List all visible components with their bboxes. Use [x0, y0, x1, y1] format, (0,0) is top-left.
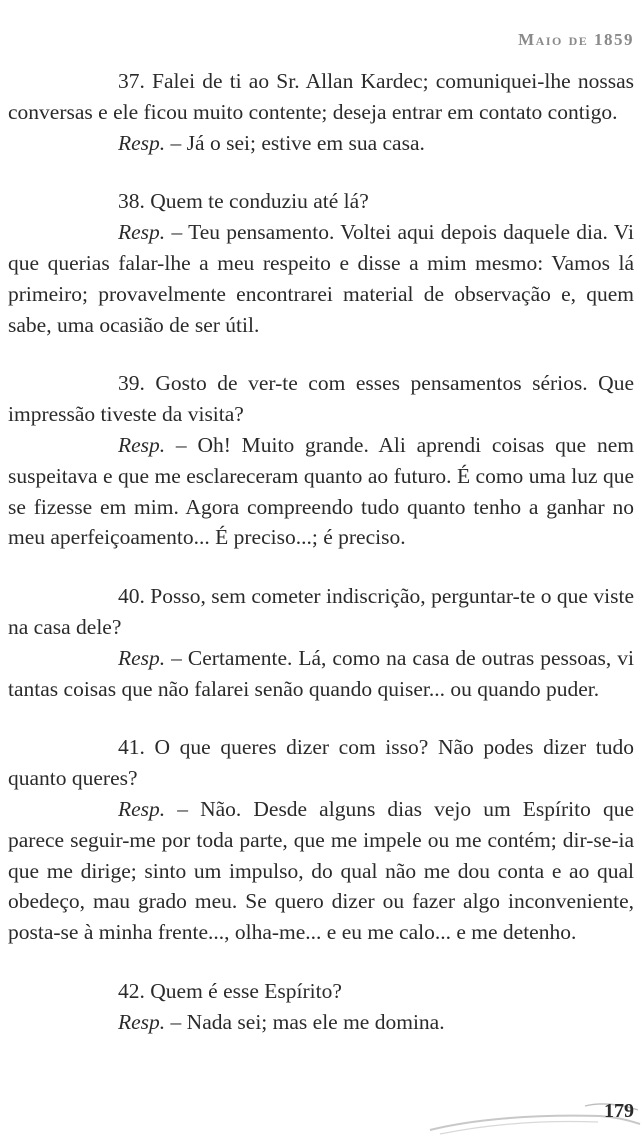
question-text: 40. Posso, sem cometer indiscrição, perguntar-te o que viste na casa dele? — [8, 584, 634, 639]
qa-entry-37 — [8, 66, 634, 158]
answer-text: – Nada sei; mas ele me domina. — [165, 1009, 445, 1034]
qa-entry-42 — [8, 976, 634, 1038]
resp-label: Resp. — [118, 1009, 166, 1034]
answer-text: – Oh! Muito grande. Ali aprendi coisas que nem suspeitava e que me esclareceram quanto ao futuro. É como uma luz que se fizesse em mim. Agora compreendo tudo quanto tenho a ganhar no meu aperfeiçoamento... É preciso...; é preciso. — [8, 432, 634, 550]
answer-paragraph — [8, 128, 634, 159]
answer-paragraph — [8, 643, 634, 705]
resp-label: Resp. — [118, 220, 166, 245]
page-footer — [0, 1094, 642, 1137]
question-text: 37. Falei de ti ao Sr. Allan Kardec; comuniquei-lhe nossas conversas e ele ficou muito contente; deseja entrar em contato contigo. — [8, 69, 634, 124]
question-text: 38. Quem te conduziu até lá? — [118, 189, 369, 214]
decorative-swoosh-icon — [0, 1094, 642, 1137]
qa-entry-38 — [8, 186, 634, 340]
answer-paragraph — [8, 217, 634, 340]
resp-label: Resp. — [118, 796, 166, 821]
running-header: Maio de 1859 — [518, 30, 634, 49]
answer-text: – Teu pensamento. Voltei aqui depois daquele dia. Vi que querias falar-lhe a meu respeito e disse a mim mesmo: Vamos lá primeiro; provavelmente encontrarei material de observação e, quem sabe, uma ocasião de ser útil. — [8, 220, 634, 337]
qa-entry-41 — [8, 732, 634, 948]
answer-text: – Certamente. Lá, como na casa de outras pessoas, vi tantas coisas que não falarei senão quando quiser... ou quando puder. — [8, 645, 634, 701]
resp-label: Resp. — [118, 432, 166, 457]
qa-entry-40 — [8, 581, 634, 704]
page-body — [8, 66, 634, 1066]
question-text: 41. O que queres dizer com isso? Não podes dizer tudo quanto queres? — [8, 735, 634, 791]
page-number: 179 — [604, 1100, 634, 1122]
answer-paragraph — [8, 430, 634, 553]
question-text: 39. Gosto de ver-te com esses pensamentos sérios. Que impressão tiveste da visita? — [8, 371, 634, 427]
resp-label: Resp. — [118, 645, 166, 670]
answer-paragraph — [8, 794, 634, 948]
resp-label: Resp. — [118, 130, 166, 155]
answer-text: – Não. Desde alguns dias vejo um Espírito que parece seguir-me por toda parte, que me impele ou me contém; dir-se-ia que me dirige; sinto um impulso, do qual não me dou conta e ao qual obedeço, mau grado meu. Se quero dizer ou fazer algo inconveniente, posta-se à minha frente..., olha-me... e eu me calo... e me detenho. — [8, 796, 634, 945]
question-text: 42. Quem é esse Espírito? — [118, 978, 342, 1003]
answer-text: – Já o sei; estive em sua casa. — [165, 130, 425, 155]
qa-entry-39 — [8, 368, 634, 553]
answer-paragraph — [8, 1007, 634, 1038]
